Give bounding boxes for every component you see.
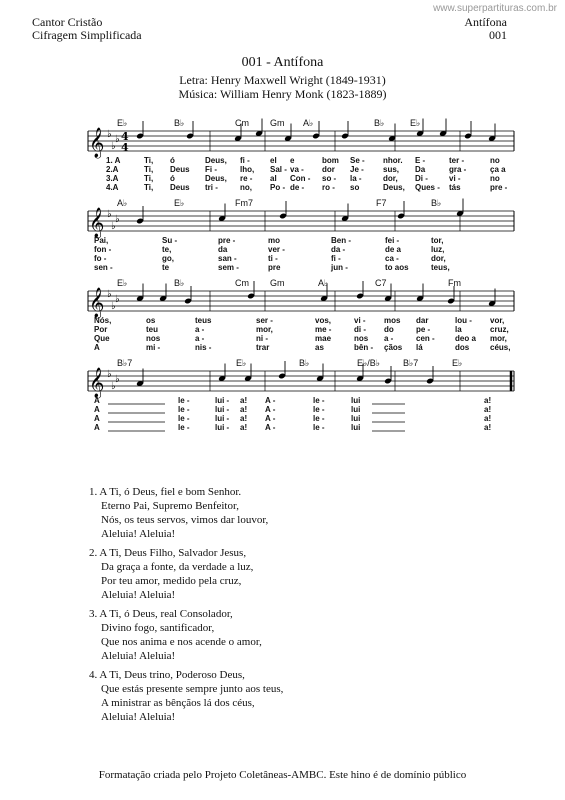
lyric-syllable: vi - <box>449 174 461 183</box>
chord-symbol: B♭7 <box>403 358 419 368</box>
lyric-syllable: fi - <box>240 156 250 165</box>
chord-symbol: Gm <box>270 278 285 288</box>
lyric-syllable: Deus, <box>205 156 227 165</box>
lyric-syllable: sus, <box>383 165 400 174</box>
chord-symbol: B♭ <box>374 118 385 128</box>
lyric-syllable: pe - <box>416 325 431 334</box>
lyric-syllable: Po - <box>270 183 286 192</box>
header-left-2: Cifragem Simplificada <box>32 28 142 42</box>
lyric-syllable: le - <box>178 405 190 414</box>
lyric-syllable: lho, <box>240 165 255 174</box>
treble-clef-icon: 𝄞 <box>89 128 105 158</box>
lyric-syllable: Da <box>415 165 426 174</box>
lyric-syllable: teu <box>146 325 158 334</box>
lyricist-credit: Letra: Henry Maxwell Wright (1849-1931) <box>179 73 386 87</box>
time-signature-bottom: 4 <box>121 141 129 154</box>
lyric-syllable: A - <box>265 396 276 405</box>
chord-symbol: B♭ <box>431 198 442 208</box>
chord-symbol: E♭ <box>117 278 128 288</box>
lyric-syllable: fi - <box>331 254 341 263</box>
lyric-syllable: 1. A <box>106 156 121 165</box>
lyric-syllable: mor, <box>256 325 273 334</box>
flat-key-icon: ♭ <box>107 209 112 220</box>
lyric-syllable: san - <box>218 254 237 263</box>
flat-key-icon: ♭ <box>107 369 112 380</box>
lyric-syllable: pre - <box>218 236 236 245</box>
footer-note: Formatação criada pelo Projeto Coletâneas-AMBC. Este hino é de domínio público <box>98 769 467 781</box>
lyric-syllable: ça a <box>490 165 506 174</box>
lyric-syllable: sen - <box>94 263 113 272</box>
lyric-syllable: nis - <box>195 343 212 352</box>
lyric-syllable: A <box>94 405 100 414</box>
verse-line: Aleluia! Aleluia! <box>101 589 176 601</box>
lyric-syllable: di - <box>354 325 366 334</box>
lyric-syllable: a! <box>240 423 248 432</box>
lyric-syllable: bên - <box>354 343 374 352</box>
lyric-syllable: dar <box>416 316 429 325</box>
flat-key-icon: ♭ <box>115 214 120 225</box>
lyric-syllable: de a <box>385 245 402 254</box>
lyric-syllable: pre <box>268 263 281 272</box>
lyric-syllable: fo - <box>94 254 107 263</box>
lyric-syllable: a! <box>484 414 492 423</box>
lyric-syllable: a! <box>484 396 492 405</box>
chord-symbol: Gm <box>270 118 285 128</box>
lyric-syllable: A - <box>265 423 276 432</box>
lyric-syllable: deo a <box>455 334 476 343</box>
flat-key-icon: ♭ <box>115 134 120 145</box>
flat-key-icon: ♭ <box>111 381 116 392</box>
verse-line: Da graça a fonte, da verdade a luz, <box>101 561 254 573</box>
time-signature-top: 4 <box>121 130 129 143</box>
verse-line: Que estás presente sempre junto aos teus, <box>101 683 284 695</box>
lyric-syllable: le - <box>313 405 325 414</box>
lyric-syllable: Se - <box>350 156 365 165</box>
lyric-syllable: ver - <box>268 245 285 254</box>
lyric-syllable: tor, <box>431 236 444 245</box>
lyric-syllable: Deus, <box>383 183 405 192</box>
chord-symbol: C7 <box>375 278 387 288</box>
chord-symbol: B♭7 <box>117 358 133 368</box>
lyric-syllable: fon - <box>94 245 112 254</box>
flat-key-icon: ♭ <box>111 301 116 312</box>
flat-key-icon: ♭ <box>111 141 116 152</box>
chord-symbol: E♭ <box>236 358 247 368</box>
lyric-syllable: a! <box>240 405 248 414</box>
lyric-syllable: Su - <box>162 236 178 245</box>
lyric-syllable: A <box>94 343 100 352</box>
lyric-syllable: A <box>94 396 100 405</box>
lyric-syllable: çãos <box>384 343 403 352</box>
lyric-syllable: tri - <box>205 183 218 192</box>
chord-symbol: E♭ <box>117 118 128 128</box>
verse-line: Aleluia! Aleluia! <box>101 528 176 540</box>
composer-credit: Música: William Henry Monk (1823-1889) <box>178 87 387 101</box>
watermark: www.superpartituras.com.br <box>433 3 557 14</box>
lyric-syllable: bom <box>322 156 339 165</box>
lyric-syllable: Ti, <box>144 174 154 183</box>
lyric-syllable: va - <box>290 165 304 174</box>
lyric-syllable: do <box>384 325 394 334</box>
lyric-syllable: e <box>290 156 295 165</box>
lyric-syllable: a! <box>240 396 248 405</box>
lyric-syllable: mor, <box>490 334 507 343</box>
lyric-syllable: luz, <box>431 245 445 254</box>
lyric-syllable: ni - <box>256 334 268 343</box>
chord-symbol: F7 <box>376 198 387 208</box>
lyric-syllable: no <box>490 174 500 183</box>
flat-key-icon: ♭ <box>107 289 112 300</box>
lyric-syllable: Deus <box>170 165 190 174</box>
lyric-syllable: mae <box>315 334 332 343</box>
lyric-syllable: vos, <box>315 316 332 325</box>
flat-key-icon: ♭ <box>115 294 120 305</box>
lyric-syllable: so - <box>322 174 337 183</box>
lyric-syllable: lui <box>351 423 361 432</box>
flat-key-icon: ♭ <box>107 129 112 140</box>
lyric-syllable: te <box>162 263 170 272</box>
lyric-syllable: vi - <box>354 316 366 325</box>
lyric-syllable: le - <box>313 414 325 423</box>
lyric-syllable: Ben - <box>331 236 351 245</box>
lyric-syllable: ter - <box>449 156 465 165</box>
chord-symbol: E♭/B♭ <box>357 358 380 368</box>
verse-line: Divino fogo, santificador, <box>101 622 215 634</box>
lyric-syllable: al <box>270 174 277 183</box>
chord-symbol: Cm <box>235 278 249 288</box>
lyric-syllable: dor, <box>383 174 398 183</box>
verse-line: Por teu amor, medido pela cruz, <box>101 575 242 587</box>
lyric-syllable: mos <box>384 316 401 325</box>
lyric-syllable: a - <box>195 325 205 334</box>
lyric-syllable: no, <box>240 183 252 192</box>
lyric-syllable: ser - <box>256 316 273 325</box>
lyric-syllable: no <box>490 156 500 165</box>
lyric-syllable: teus <box>195 316 212 325</box>
lyric-syllable: A - <box>265 405 276 414</box>
lyric-syllable: gra - <box>449 165 467 174</box>
lyric-syllable: 3.A <box>106 174 119 183</box>
lyric-syllable: a! <box>484 405 492 414</box>
lyric-syllable: la - <box>350 174 362 183</box>
lyric-syllable: to aos <box>385 263 409 272</box>
lyric-syllable: Deus, <box>205 174 227 183</box>
chord-symbol: E♭ <box>174 198 185 208</box>
lyric-syllable: te, <box>162 245 172 254</box>
lyric-syllable: ti - <box>268 254 278 263</box>
verse-line: A ministrar as bênçãos lá dos céus, <box>101 697 255 709</box>
chord-symbol: B♭ <box>299 358 310 368</box>
lyric-syllable: ca - <box>385 254 399 263</box>
lyric-syllable: A <box>94 414 100 423</box>
lyric-syllable: dor <box>322 165 335 174</box>
lyric-syllable: trar <box>256 343 270 352</box>
verse-line: 2. A Ti, Deus Filho, Salvador Jesus, <box>89 547 247 559</box>
lyric-syllable: a - <box>384 334 394 343</box>
verse-line: Eterno Pai, Supremo Benfeitor, <box>101 500 239 512</box>
lyric-syllable: Ti, <box>144 156 154 165</box>
lyric-syllable: da <box>218 245 228 254</box>
lyric-syllable: Fi - <box>205 165 217 174</box>
lyric-syllable: tás <box>449 183 461 192</box>
lyric-syllable: Que <box>94 334 110 343</box>
lyric-syllable: os <box>146 316 156 325</box>
lyric-syllable: lui <box>351 405 361 414</box>
lyric-syllable: a - <box>195 334 205 343</box>
lyric-syllable: me - <box>315 325 332 334</box>
verse-line: 1. A Ti, ó Deus, fiel e bom Senhor. <box>89 486 242 498</box>
lyric-syllable: le - <box>178 414 190 423</box>
lyric-syllable: le - <box>178 423 190 432</box>
lyric-syllable: Ques - <box>415 183 440 192</box>
verse-line: 4. A Ti, Deus trino, Poderoso Deus, <box>89 669 245 681</box>
verse-line: Aleluia! Aleluia! <box>101 711 176 723</box>
lyric-syllable: 4.A <box>106 183 119 192</box>
header-right-2: 001 <box>489 28 507 42</box>
verse-line: Aleluia! Aleluia! <box>101 650 176 662</box>
lyric-syllable: pre - <box>490 183 508 192</box>
lyric-syllable: vor, <box>490 316 505 325</box>
lyric-syllable: Ti, <box>144 165 154 174</box>
treble-clef-icon: 𝄞 <box>89 368 105 398</box>
lyric-syllable: Nós, <box>94 316 112 325</box>
lyric-syllable: da - <box>331 245 346 254</box>
lyric-syllable: sem - <box>218 263 239 272</box>
lyric-syllable: céus, <box>490 343 511 352</box>
lyric-syllable: ó <box>170 156 175 165</box>
lyric-syllable: Pai, <box>94 236 109 245</box>
lyric-syllable: lou - <box>455 316 472 325</box>
lyric-syllable: le - <box>178 396 190 405</box>
flat-key-icon: ♭ <box>111 221 116 232</box>
lyric-syllable: a! <box>240 414 248 423</box>
lyric-syllable: go, <box>162 254 174 263</box>
chord-symbol: B♭ <box>174 278 185 288</box>
treble-clef-icon: 𝄞 <box>89 288 105 318</box>
lyric-syllable: nos <box>354 334 369 343</box>
lyric-syllable: re - <box>240 174 253 183</box>
lyric-syllable: nos <box>146 334 161 343</box>
lyric-syllable: de - <box>290 183 305 192</box>
lyric-syllable: lui - <box>215 405 230 414</box>
hymn-title: 001 - Antífona <box>241 55 324 70</box>
lyric-syllable: 2.A <box>106 165 119 174</box>
lyric-syllable: lui <box>351 396 361 405</box>
lyric-syllable: a! <box>484 423 492 432</box>
lyric-syllable: teus, <box>431 263 450 272</box>
lyric-syllable: Deus <box>170 183 190 192</box>
lyric-syllable: as <box>315 343 324 352</box>
lyric-syllable: el <box>270 156 277 165</box>
lyric-syllable: Por <box>94 325 108 334</box>
lyric-syllable: le - <box>313 423 325 432</box>
lyric-syllable: mo <box>268 236 280 245</box>
lyric-syllable: Sal - <box>270 165 287 174</box>
chord-symbol: A♭ <box>117 198 128 208</box>
lyric-syllable: cen - <box>416 334 435 343</box>
lyric-syllable: lui - <box>215 423 230 432</box>
lyric-syllable: nhor. <box>383 156 403 165</box>
chord-symbol: E♭ <box>452 358 463 368</box>
lyric-syllable: ro - <box>322 183 335 192</box>
lyric-syllable: le - <box>313 396 325 405</box>
lyric-syllable: jun - <box>331 263 348 272</box>
lyric-syllable: E - <box>415 156 426 165</box>
lyric-syllable: cruz, <box>490 325 509 334</box>
chord-symbol: A♭ <box>318 278 329 288</box>
lyric-syllable: ó <box>170 174 175 183</box>
chord-symbol: B♭ <box>174 118 185 128</box>
lyric-syllable: Ti, <box>144 183 154 192</box>
lyric-syllable: dos <box>455 343 470 352</box>
lyric-syllable: fei - <box>385 236 400 245</box>
lyric-syllable: lui - <box>215 414 230 423</box>
chord-symbol: E♭ <box>410 118 421 128</box>
chord-symbol: A♭ <box>303 118 314 128</box>
lyric-syllable: Di - <box>415 174 428 183</box>
verse-line: Nós, os teus servos, vimos dar louvor, <box>101 514 269 526</box>
lyric-syllable: A <box>94 423 100 432</box>
lyric-syllable: Con - <box>290 174 311 183</box>
treble-clef-icon: 𝄞 <box>89 208 105 238</box>
lyric-syllable: la <box>455 325 462 334</box>
lyric-syllable: A - <box>265 414 276 423</box>
verse-line: 3. A Ti, ó Deus, real Consolador, <box>89 608 233 620</box>
lyric-syllable: lá <box>416 343 423 352</box>
lyric-syllable: Je - <box>350 165 364 174</box>
lyric-syllable: dor, <box>431 254 446 263</box>
lyric-syllable: so <box>350 183 360 192</box>
verse-line: Que nos anima e nos acende o amor, <box>101 636 262 648</box>
lyric-syllable: mi - <box>146 343 161 352</box>
header-left-1: Cantor Cristão <box>32 15 103 29</box>
lyric-syllable: lui - <box>215 396 230 405</box>
lyric-syllable: lui <box>351 414 361 423</box>
flat-key-icon: ♭ <box>115 374 120 385</box>
chord-symbol: Cm <box>235 118 249 128</box>
chord-symbol: Fm <box>448 278 461 288</box>
chord-symbol: Fm7 <box>235 198 253 208</box>
header-right-1: Antífona <box>464 15 507 29</box>
